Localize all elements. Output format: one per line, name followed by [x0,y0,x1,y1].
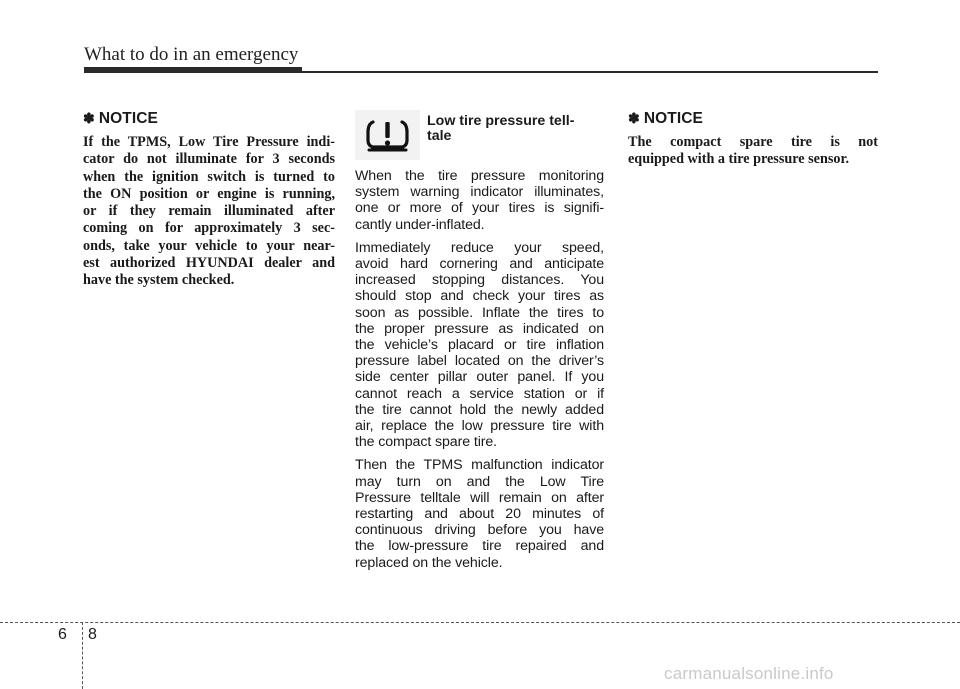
telltale-title [427,114,603,144]
notice-line: equipped with a tire pressure sensor. [628,151,849,168]
telltale-title-line: Low tire pressure tell- [427,113,575,129]
notice-body [83,134,335,290]
paragraph-line: avoid hard cornering and anticipate [355,256,604,273]
telltale-header [355,110,604,162]
paragraph-line: replaced on the vehicle. [355,554,503,571]
paragraph-line: cantly under-inflated. [355,216,485,233]
paragraph-line: the compact spare tire. [355,434,498,451]
notice-heading [628,110,878,128]
left-notice [83,110,335,290]
footer-rule [0,622,960,623]
footer-divider [82,622,83,689]
paragraph-warning [355,168,604,233]
notice-line: If the TPMS, Low Tire Pressure indi- [83,134,335,150]
notice-heading-label: NOTICE [98,110,159,127]
notice-star-icon: ✽ [628,110,640,126]
notice-line: when the ignition switch is turned to [83,168,335,185]
right-notice [628,110,878,169]
paragraph-line: system warning indicator illuminates, [355,184,604,201]
paragraph-line: restarting and about 20 minutes of [355,506,604,523]
paragraph-line: Immediately reduce your speed, [355,239,604,256]
header-rule [84,71,878,73]
paragraph-line: increased stopping distances. You [355,272,604,289]
page-number: 8 [88,626,97,643]
paragraph-action [355,240,604,451]
watermark: carmanualsonline.info [664,664,834,683]
notice-line: est authorized HYUNDAI dealer and [83,255,335,272]
chapter-number: 6 [58,626,67,643]
notice-line: The compact spare tire is not [628,134,878,150]
paragraph-line: soon as possible. Inflate the tires to [355,304,604,321]
section-title: What to do in an emergency [84,44,299,65]
paragraph-line: Then the TPMS malfunction indicator [355,457,604,474]
notice-line: cator do not illuminate for 3 seconds [83,151,335,168]
notice-line: the ON position or engine is running, [83,185,335,202]
paragraph-line: pressure label located on the driver’s [355,353,604,370]
paragraph-line: should stop and check your tires as [355,288,604,305]
paragraph-line: the low-pressure tire repaired and [355,538,604,555]
notice-heading [83,110,335,128]
paragraph-line: Pressure telltale will remain on after [355,489,604,506]
paragraph-line: continuous driving before you have [355,522,604,539]
paragraph-line: the tire cannot hold the newly added [355,401,604,418]
paragraph-line: side center pillar outer panel. If you [355,369,604,386]
paragraph-malfunction [355,457,604,570]
paragraph-line: cannot reach a service station or if [355,385,604,402]
notice-body [628,134,878,169]
notice-line: coming on for approximately 3 sec- [83,220,335,237]
notice-line: have the system checked. [83,272,235,289]
paragraph-line: air, replace the low pressure tire with [355,418,604,435]
notice-star-icon: ✽ [83,110,95,126]
notice-line: onds, take your vehicle to your near- [83,237,335,254]
telltale-title-line: tale [427,128,452,144]
paragraph-line: one or more of your tires is signifi- [355,200,604,217]
paragraph-line: may turn on and the Low Tire [355,473,604,490]
paragraph-line: the proper pressure as indicated on [355,320,604,337]
paragraph-line: When the tire pressure monitoring [355,168,604,184]
telltale-section [355,110,604,571]
notice-line: or if they remain illuminated after [83,203,335,220]
paragraph-line: the vehicle’s placard or tire inflation [355,337,604,354]
notice-heading-label: NOTICE [643,110,704,127]
tire-pressure-warning-icon [355,110,420,160]
